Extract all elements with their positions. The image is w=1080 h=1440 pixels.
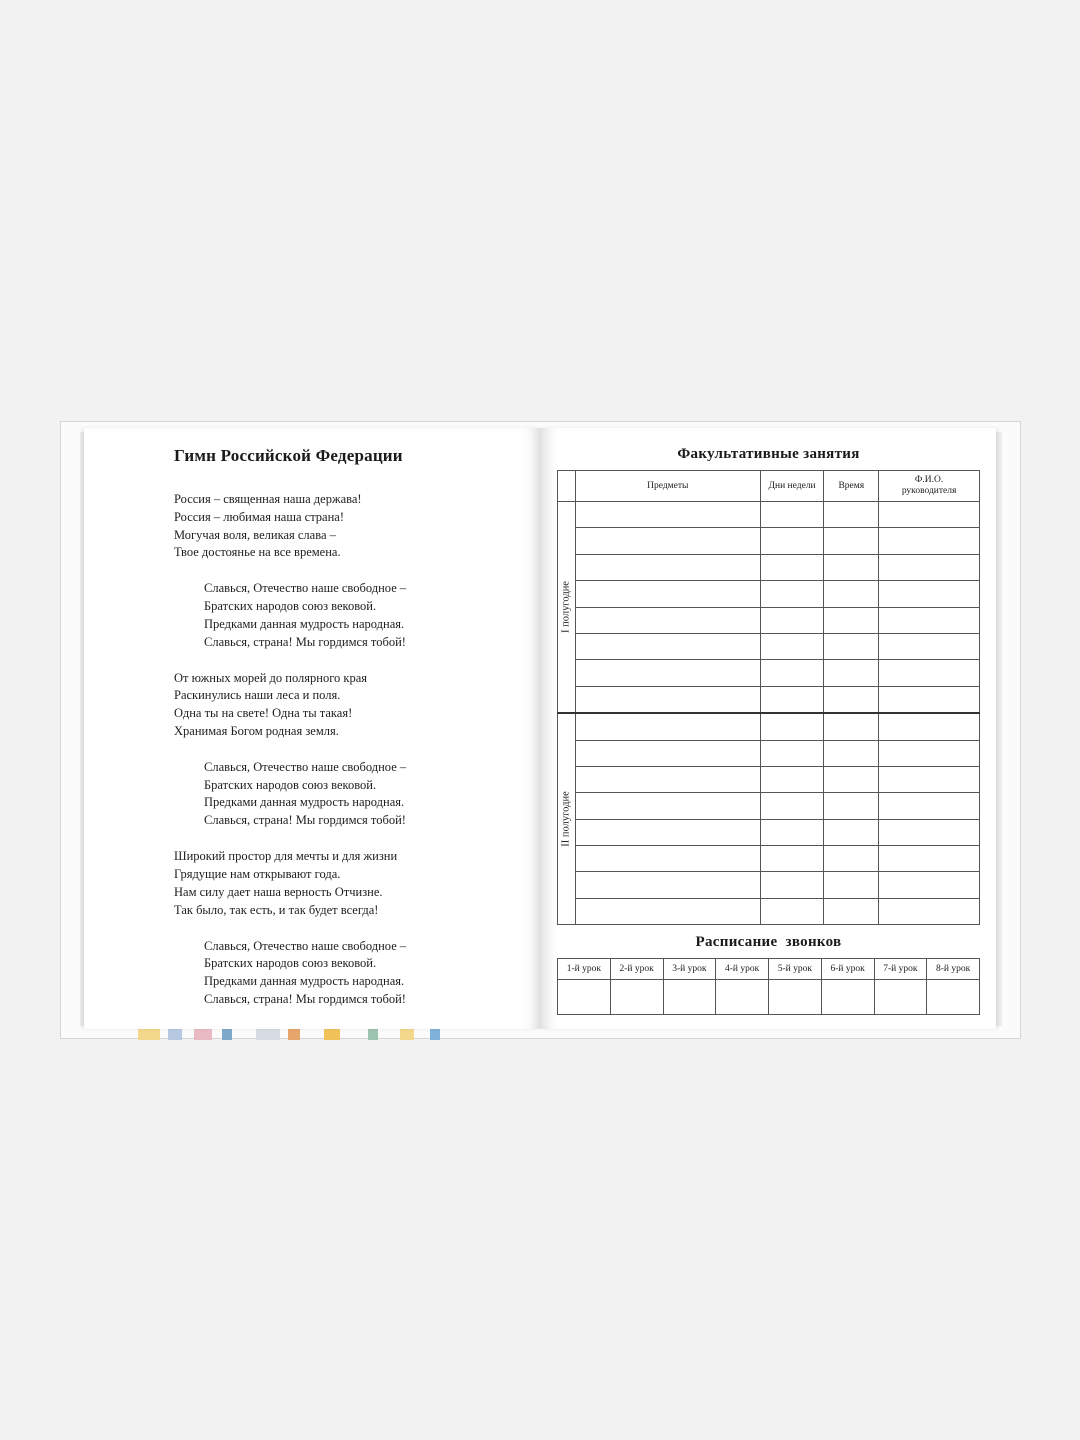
electives-entry-cell[interactable] <box>760 581 824 607</box>
bells-title: Расписание звонков <box>695 934 842 950</box>
electives-entry-cell[interactable] <box>824 713 879 740</box>
anthem-line: Братских народов союз вековой. <box>204 777 377 792</box>
electives-entry-cell[interactable] <box>760 607 824 633</box>
electives-entry-cell[interactable] <box>879 898 980 924</box>
electives-row <box>558 766 980 792</box>
electives-row <box>558 607 980 633</box>
anthem-line: Твое достоянье на все времена. <box>174 545 341 560</box>
electives-entry-cell[interactable] <box>760 633 824 659</box>
electives-entry-cell[interactable] <box>879 528 980 554</box>
anthem-line: Россия – священная наша держава! <box>174 492 362 506</box>
anthem-line: Широкий простор для мечты и для жизни <box>174 849 398 864</box>
electives-row <box>558 819 980 845</box>
electives-row <box>558 872 980 898</box>
electives-entry-cell[interactable] <box>575 766 760 792</box>
lesson-header: 6-й урок <box>821 959 874 980</box>
electives-row <box>558 846 980 872</box>
lesson-time-cell[interactable] <box>821 980 874 1015</box>
electives-entry-cell[interactable] <box>824 554 879 580</box>
electives-entry-cell[interactable] <box>760 872 824 898</box>
anthem-line: Россия – любимая наша страна! <box>174 509 345 524</box>
anthem-title: Гимн Российской Федерации <box>174 446 403 465</box>
lesson-time-cell[interactable] <box>558 980 611 1015</box>
anthem-line: Хранимая Богом родная земля. <box>174 723 339 738</box>
electives-entry-cell[interactable] <box>575 607 760 633</box>
electives-entry-cell[interactable] <box>575 581 760 607</box>
anthem-line: Славься, страна! Мы гордимся тобой! <box>204 991 406 1006</box>
electives-entry-cell[interactable] <box>879 872 980 898</box>
electives-entry-cell[interactable] <box>575 633 760 659</box>
anthem-verse <box>174 670 367 741</box>
anthem-line: Нам силу дает наша верность Отчизне. <box>174 884 383 899</box>
electives-entry-cell[interactable] <box>575 872 760 898</box>
anthem-chorus <box>204 580 406 651</box>
electives-row <box>558 686 980 713</box>
electives-entry-cell[interactable] <box>760 528 824 554</box>
anthem-line: Славься, Отечество наше свободное – <box>204 759 407 774</box>
electives-entry-cell[interactable] <box>575 740 760 766</box>
electives-entry-cell[interactable] <box>879 819 980 845</box>
bell-schedule-table <box>557 958 980 1015</box>
electives-entry-cell[interactable] <box>824 766 879 792</box>
column-header-subjects: Предметы <box>575 471 760 502</box>
electives-entry-cell[interactable] <box>824 898 879 924</box>
electives-entry-cell[interactable] <box>575 686 760 713</box>
electives-header-row <box>558 471 980 502</box>
anthem-chorus <box>204 938 406 1009</box>
anthem-verse <box>174 491 362 562</box>
electives-row <box>558 581 980 607</box>
lesson-time-cell[interactable] <box>663 980 716 1015</box>
teacher-header-label: Ф.И.О. руководителя <box>901 475 957 496</box>
electives-entry-cell[interactable] <box>824 581 879 607</box>
lesson-header: 8-й урок <box>927 959 980 980</box>
column-header-teacher <box>879 471 980 502</box>
electives-entry-cell[interactable] <box>879 713 980 740</box>
electives-entry-cell[interactable] <box>824 819 879 845</box>
lesson-header: 1-й урок <box>558 959 611 980</box>
anthem-line: Братских народов союз вековой. <box>204 956 377 971</box>
electives-row <box>558 713 980 740</box>
electives-entry-cell[interactable] <box>879 581 980 607</box>
electives-entry-cell[interactable] <box>575 502 760 528</box>
electives-entry-cell[interactable] <box>575 846 760 872</box>
anthem-line: Предками данная мудрость народная. <box>204 795 405 810</box>
electives-entry-cell[interactable] <box>824 633 879 659</box>
electives-entry-cell[interactable] <box>760 846 824 872</box>
electives-entry-cell[interactable] <box>575 713 760 740</box>
electives-entry-cell[interactable] <box>879 740 980 766</box>
electives-row <box>558 740 980 766</box>
electives-entry-cell[interactable] <box>824 740 879 766</box>
electives-entry-cell[interactable] <box>760 819 824 845</box>
semester-column-header <box>558 471 576 502</box>
electives-entry-cell[interactable] <box>824 686 879 713</box>
electives-entry-cell[interactable] <box>575 793 760 819</box>
anthem-line: Раскинулись наши леса и поля. <box>174 688 341 703</box>
electives-row <box>558 554 980 580</box>
anthem-line: Славься, страна! Мы гордимся тобой! <box>204 813 406 828</box>
anthem-line: Славься, Отечество наше свободное – <box>204 938 407 953</box>
electives-entry-cell[interactable] <box>575 528 760 554</box>
electives-row <box>558 898 980 924</box>
electives-row <box>558 502 980 528</box>
anthem-line: Предками данная мудрость народная. <box>204 616 405 631</box>
anthem-line: Братских народов союз вековой. <box>204 599 377 614</box>
electives-entry-cell[interactable] <box>879 686 980 713</box>
anthem-line: Могучая воля, великая слава – <box>174 527 336 542</box>
semester-label: II полугодие <box>560 791 572 847</box>
lesson-time-cell[interactable] <box>769 980 822 1015</box>
electives-title: Факультативные занятия <box>677 446 860 462</box>
electives-row <box>558 660 980 686</box>
electives-row <box>558 633 980 659</box>
anthem-line: Одна ты на свете! Одна ты такая! <box>174 706 353 721</box>
electives-entry-cell[interactable] <box>760 793 824 819</box>
lesson-time-cell[interactable] <box>927 980 980 1015</box>
electives-entry-cell[interactable] <box>824 502 879 528</box>
lesson-time-cell[interactable] <box>874 980 927 1015</box>
electives-entry-cell[interactable] <box>760 502 824 528</box>
electives-entry-cell[interactable] <box>824 660 879 686</box>
column-header-time: Время <box>824 471 879 502</box>
electives-entry-cell[interactable] <box>879 846 980 872</box>
anthem-line: От южных морей до полярного края <box>174 670 368 685</box>
bells-entry-row <box>558 980 980 1015</box>
electives-entry-cell[interactable] <box>760 740 824 766</box>
lesson-header: 4-й урок <box>716 959 769 980</box>
electives-entry-cell[interactable] <box>760 660 824 686</box>
electives-entry-cell[interactable] <box>824 528 879 554</box>
anthem-verse <box>174 848 397 919</box>
electives-entry-cell[interactable] <box>879 607 980 633</box>
anthem-line: Предками данная мудрость народная. <box>204 974 405 989</box>
lesson-header: 5-й урок <box>769 959 822 980</box>
electives-entry-cell[interactable] <box>879 766 980 792</box>
lesson-time-cell[interactable] <box>716 980 769 1015</box>
electives-entry-cell[interactable] <box>760 898 824 924</box>
column-header-days: Дни недели <box>760 471 824 502</box>
anthem-line: Так было, так есть, и так будет всегда! <box>174 902 379 917</box>
electives-entry-cell[interactable] <box>879 502 980 528</box>
electives-row <box>558 528 980 554</box>
electives-entry-cell[interactable] <box>760 554 824 580</box>
electives-entry-cell[interactable] <box>575 898 760 924</box>
electives-entry-cell[interactable] <box>824 607 879 633</box>
electives-entry-cell[interactable] <box>760 713 824 740</box>
electives-entry-cell[interactable] <box>879 633 980 659</box>
electives-row <box>558 793 980 819</box>
bells-header-row <box>558 959 980 980</box>
anthem-chorus <box>204 759 406 830</box>
semester-cell <box>558 502 576 714</box>
lesson-header: 7-й урок <box>874 959 927 980</box>
electives-entry-cell[interactable] <box>879 660 980 686</box>
lesson-header: 2-й урок <box>610 959 663 980</box>
semester-cell <box>558 713 576 925</box>
electives-entry-cell[interactable] <box>575 554 760 580</box>
electives-entry-cell[interactable] <box>575 819 760 845</box>
electives-entry-cell[interactable] <box>575 660 760 686</box>
electives-entry-cell[interactable] <box>879 793 980 819</box>
electives-entry-cell[interactable] <box>824 846 879 872</box>
lesson-time-cell[interactable] <box>610 980 663 1015</box>
anthem-line: Славься, страна! Мы гордимся тобой! <box>204 634 406 649</box>
electives-entry-cell[interactable] <box>824 793 879 819</box>
electives-entry-cell[interactable] <box>760 766 824 792</box>
electives-entry-cell[interactable] <box>824 872 879 898</box>
lesson-header: 3-й урок <box>663 959 716 980</box>
anthem-line: Славься, Отечество наше свободное – <box>204 581 407 596</box>
anthem-line: Грядущие нам открывают года. <box>174 866 341 881</box>
electives-entry-cell[interactable] <box>879 554 980 580</box>
semester-label: I полугодие <box>560 581 572 634</box>
electives-entry-cell[interactable] <box>760 686 824 713</box>
electives-table <box>557 470 980 925</box>
